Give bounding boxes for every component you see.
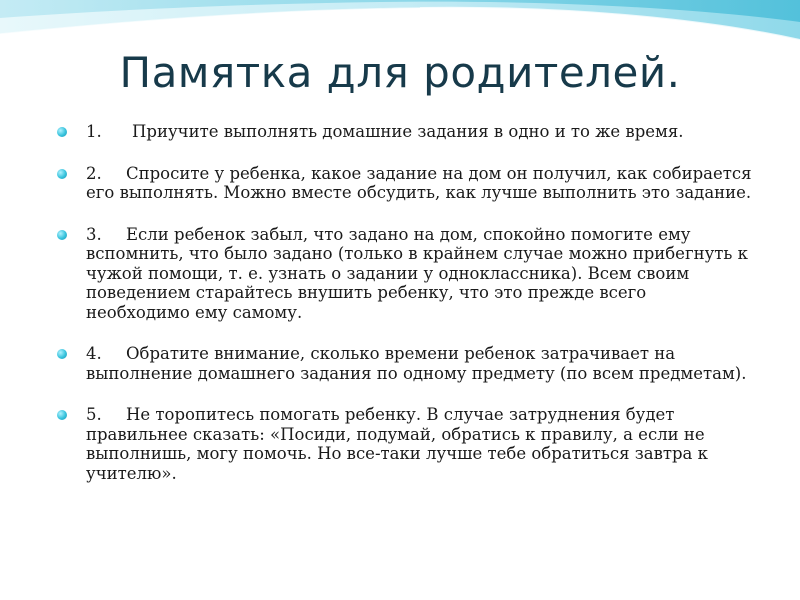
- item-text: Если ребенок забыл, что задано на дом, спокойно помогите ему вспомнить, что было задано (только в крайнем случае можно прибегнуть к чужой помощи, т. е. узнать о задании у одноклассника). Всем своим поведением старайтесь внушить ребенку, что это прежде всего необходимо ему самому.: [86, 224, 748, 322]
- bullet-icon: [57, 410, 67, 420]
- item-number: 4.: [86, 344, 102, 363]
- item-text: Обратите внимание, сколько времени ребенок затрачивает на выполнение домашнего задания по одному предмету (по всем предметам).: [86, 344, 747, 383]
- item-number: 5.: [86, 405, 102, 424]
- list-item: [52, 164, 752, 203]
- item-number: 1.: [86, 122, 102, 141]
- slide-title: Памятка для родителей.: [119, 48, 681, 97]
- item-text: Спросите у ребенка, какое задание на дом он получил, как собирается его выполнять. Можно вместе обсудить, как лучше выполнить это задание.: [86, 163, 752, 202]
- item-text: Приучите выполнять домашние задания в одно и то же время.: [132, 122, 684, 141]
- memo-list: [52, 122, 752, 483]
- bullet-icon: [57, 169, 67, 179]
- item-number: 3.: [86, 224, 102, 244]
- list-item: [52, 344, 752, 383]
- list-item: [52, 405, 752, 483]
- bullet-icon: [57, 230, 67, 240]
- list-item: [52, 122, 752, 142]
- bullet-icon: [57, 127, 67, 137]
- bullet-icon: [57, 349, 67, 359]
- list-item: [52, 225, 752, 323]
- item-number: 2.: [86, 163, 102, 183]
- item-text: Не торопитесь помогать ребенку. В случае затруднения будет правильнее сказать: «Посиди, подумай, обратись к правилу, а если не выполнишь, могу помочь. Но все-таки лучше тебе обратиться завтра к учителю».: [86, 405, 708, 483]
